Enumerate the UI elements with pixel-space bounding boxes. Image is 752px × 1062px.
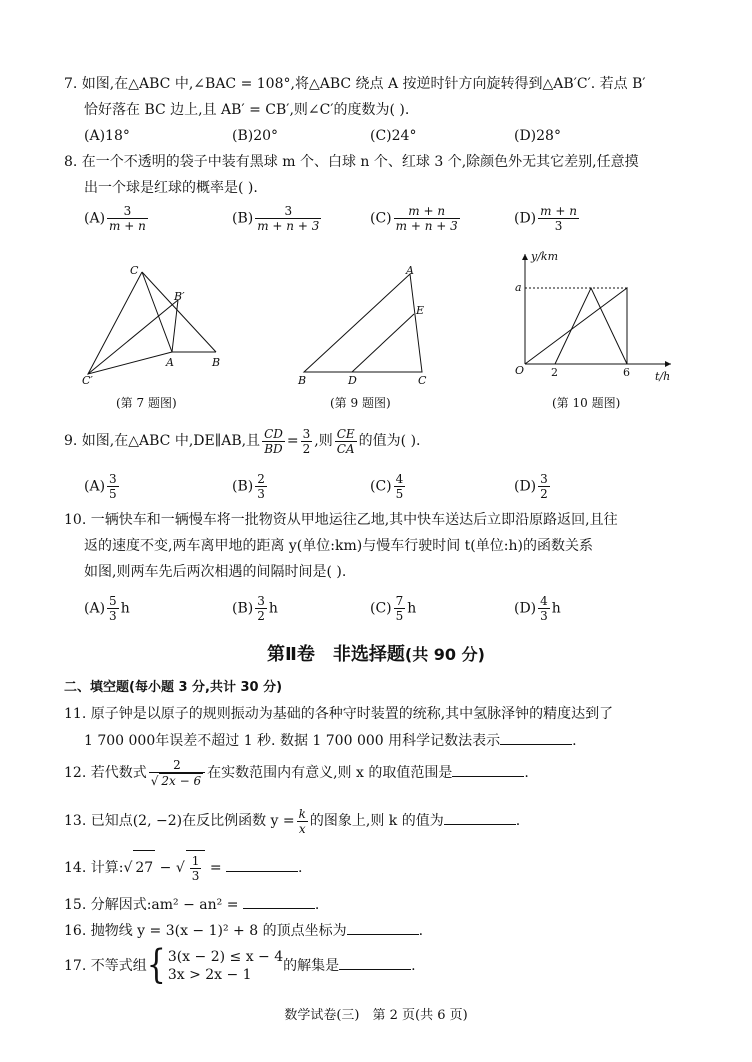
q10-option-d: (D) $\frac{4}{3}$ h	[514, 594, 561, 623]
q11-answer-blank[interactable]	[500, 730, 572, 745]
q9-option-d: (D) $\frac{3}{2}$	[514, 472, 548, 501]
q8-option-d: (D) $\frac{m + n}{3}$	[514, 204, 577, 233]
q12-answer-blank[interactable]	[452, 762, 524, 777]
page-footer: 数学试卷(三) 第 2 页(共 6 页)	[284, 1008, 468, 1023]
fig9-label-b: B	[298, 374, 307, 387]
q7-line1: 7. 如图,在△ABC 中,∠BAC = 108°,将△ABC 绕点 A 按逆时针方向旋转得到△AB′C′. 若点 B′	[64, 76, 646, 92]
fig7-label-cprime: C′	[82, 374, 93, 387]
fig10-label-o: O	[515, 364, 525, 377]
q11-line1: 11. 原子钟是以原子的规则振动为基础的各种守时装置的统称,其中氢脉泽钟的精度达到了	[64, 706, 614, 722]
q7-option-a: (A)18°	[84, 128, 130, 144]
q15-answer-blank[interactable]	[243, 894, 315, 909]
fig10-label-2: 2	[551, 366, 558, 379]
q7-option-b: (B)20°	[232, 128, 279, 144]
fig7-caption: (第 7 题图)	[116, 396, 177, 410]
q8-option-c: (C) $\frac{m + n}{m + n + 3}$	[370, 204, 458, 233]
fig7-label-a: A	[166, 356, 174, 369]
figure-9	[294, 262, 444, 388]
q17-stem: 17. 不等式组{ 3(x − 2) ≤ x − 4 3x > 2x − 1 的解集是 .	[64, 942, 416, 989]
q17-answer-blank[interactable]	[339, 955, 411, 970]
fig10-caption: (第 10 题图)	[552, 396, 621, 410]
q7-option-c: (C)24°	[370, 128, 417, 144]
q16-answer-blank[interactable]	[347, 920, 419, 935]
q9-option-c: (C) $\frac{4}{5}$	[370, 472, 404, 501]
q10-line3: 如图,则两车先后两次相遇的间隔时间是( ).	[84, 564, 347, 580]
q15-stem: 15. 分解因式:am² − an² = .	[64, 894, 319, 915]
q10-option-b: (B) $\frac{3}{2}$ h	[232, 594, 278, 623]
q9-stem: 9. 如图,在△ABC 中,DE∥AB,且 $\frac{CD}{BD}$ = $\frac{3}{2}$ ,则 $\frac{CE}{CA}$ 的值为( ).	[64, 426, 421, 456]
q16-stem: 16. 抛物线 y = 3(x − 1)² + 8 的顶点坐标为 .	[64, 920, 423, 941]
q14-stem: 14. 计算:√ 27 − √ $\frac{1}{3}$ = .	[64, 850, 302, 885]
fig10-label-6: 6	[623, 366, 630, 379]
fig9-label-a: A	[406, 264, 414, 277]
q10-option-a: (A) $\frac{5}{3}$ h	[84, 594, 130, 623]
q9-option-b: (B) $\frac{2}{3}$	[232, 472, 265, 501]
fig7-label-b: B	[212, 356, 221, 369]
q8-line1: 8. 在一个不透明的袋子中装有黑球 m 个、白球 n 个、红球 3 个,除颜色外无其它差别,任意摸	[64, 154, 639, 170]
fig9-label-c: C	[418, 374, 427, 387]
q7-line2: 恰好落在 BC 边上,且 AB′ = CB′,则∠C′的度数为( ).	[84, 102, 410, 118]
q10-option-c: (C) $\frac{7}{5}$ h	[370, 594, 417, 623]
q10-line1: 10. 一辆快车和一辆慢车将一批物资从甲地运往乙地,其中快车送达后立即沿原路返回,且往	[64, 512, 618, 528]
q11-line2: 1 700 000年误差不超过 1 秒. 数据 1 700 000 用科学记数法表示 .	[84, 730, 577, 751]
q13-stem: 13. 已知点(2, −2)在反比例函数 y = $\frac{k}{x}$ 的图象上,则 k 的值为 .	[64, 806, 521, 836]
q8-option-a: (A) $\frac{3}{m + n}$	[84, 204, 146, 233]
section2-heading: 二、填空题(每小题 3 分,共计 30 分)	[64, 680, 283, 695]
fig10-label-y: y/km	[531, 250, 559, 263]
fig7-label-bprime: B′	[174, 290, 185, 303]
figure-7	[80, 262, 230, 388]
fig7-label-c: C	[130, 264, 139, 277]
fig10-label-t: t/h	[655, 370, 671, 383]
part2-title: 第Ⅱ卷 非选择题(共 90 分)	[267, 644, 485, 665]
q7-option-d: (D)28°	[514, 128, 561, 144]
fig9-caption: (第 9 题图)	[330, 396, 391, 410]
q8-line2: 出一个球是红球的概率是( ).	[84, 180, 258, 196]
q9-option-a: (A) $\frac{3}{5}$	[84, 472, 117, 501]
q14-answer-blank[interactable]	[226, 857, 298, 872]
fig9-label-d: D	[348, 374, 357, 387]
fig9-label-e: E	[416, 304, 425, 317]
fig10-label-a: a	[515, 281, 522, 294]
q12-stem: 12. 若代数式 $\frac{2}{√ 2x - 6}$ 在实数范围内有意义,则 x 的取值范围是 .	[64, 758, 529, 788]
figure-10	[505, 248, 685, 388]
q8-option-b: (B) $\frac{3}{m + n + 3}$	[232, 204, 320, 233]
q10-line2: 返的速度不变,两车离甲地的距离 y(单位:km)与慢车行驶时间 t(单位:h)的函数关系	[84, 538, 593, 554]
q13-answer-blank[interactable]	[444, 810, 516, 825]
